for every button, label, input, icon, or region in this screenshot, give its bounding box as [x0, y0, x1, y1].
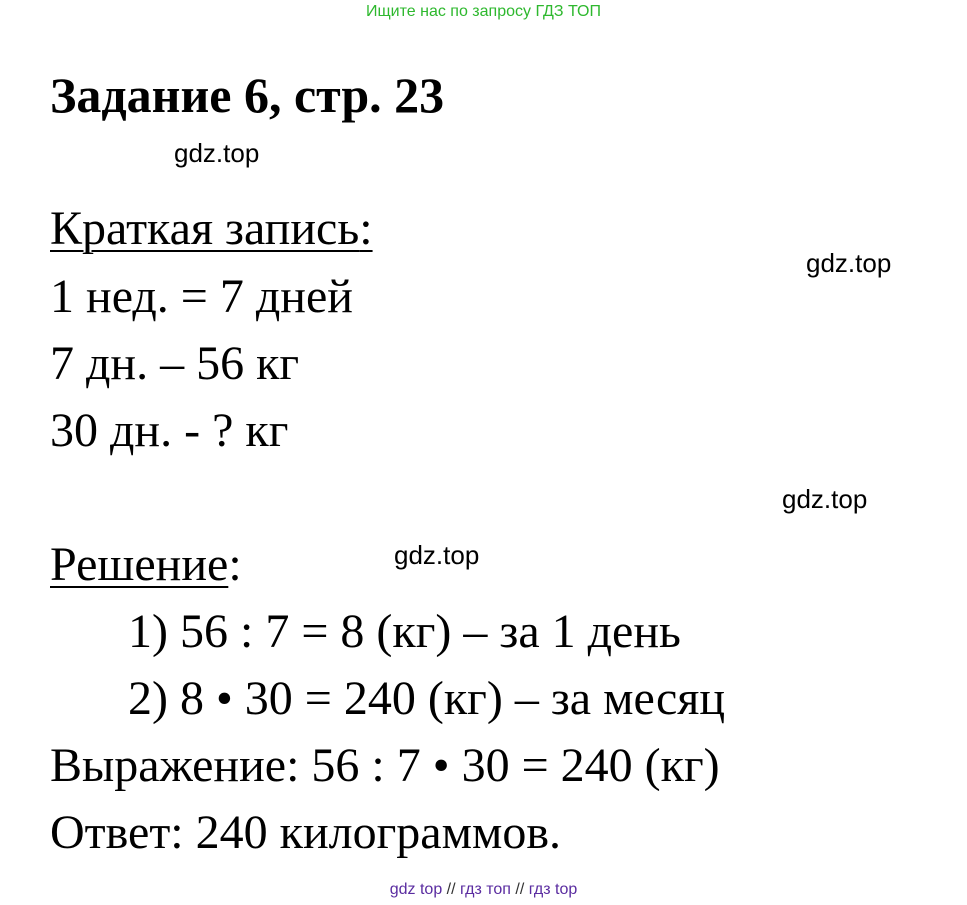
solution-heading	[50, 538, 242, 592]
solution-heading-colon: :	[228, 538, 242, 591]
short-record-line-3: 30 дн. - ? кг	[50, 404, 289, 457]
short-record-heading	[50, 202, 373, 256]
top-banner-note: Ищите нас по запросу ГДЗ ТОП	[366, 3, 601, 20]
footer-link-1[interactable]: gdz top	[389, 881, 443, 898]
watermark-4: gdz.top	[394, 540, 480, 570]
footer-separator-2: //	[515, 881, 525, 898]
watermark-1: gdz.top	[174, 138, 260, 168]
solution-step-1: 1) 56 : 7 = 8 (кг) – за 1 день	[128, 605, 681, 658]
solution-step-2: 2) 8 • 30 = 240 (кг) – за месяц	[128, 672, 726, 725]
footer-link-3[interactable]: гдз top	[528, 881, 578, 898]
solution-answer: Ответ: 240 килограммов.	[50, 806, 562, 859]
short-record-heading-colon: :	[359, 202, 373, 255]
page-title: Задание 6, стр. 23	[50, 67, 445, 123]
solution-heading-text: Решение	[50, 538, 229, 591]
short-record-line-2: 7 дн. – 56 кг	[50, 337, 300, 390]
solution-expression: Выражение: 56 : 7 • 30 = 240 (кг)	[50, 739, 720, 792]
short-record-heading-text: Краткая запись	[50, 202, 360, 255]
watermark-3: gdz.top	[782, 484, 868, 514]
short-record-line-1: 1 нед. = 7 дней	[50, 270, 353, 323]
footer-link-2[interactable]: гдз топ	[460, 881, 511, 898]
footer-separator-1: //	[446, 881, 456, 898]
footer-links	[0, 880, 967, 900]
watermark-2: gdz.top	[806, 248, 892, 278]
